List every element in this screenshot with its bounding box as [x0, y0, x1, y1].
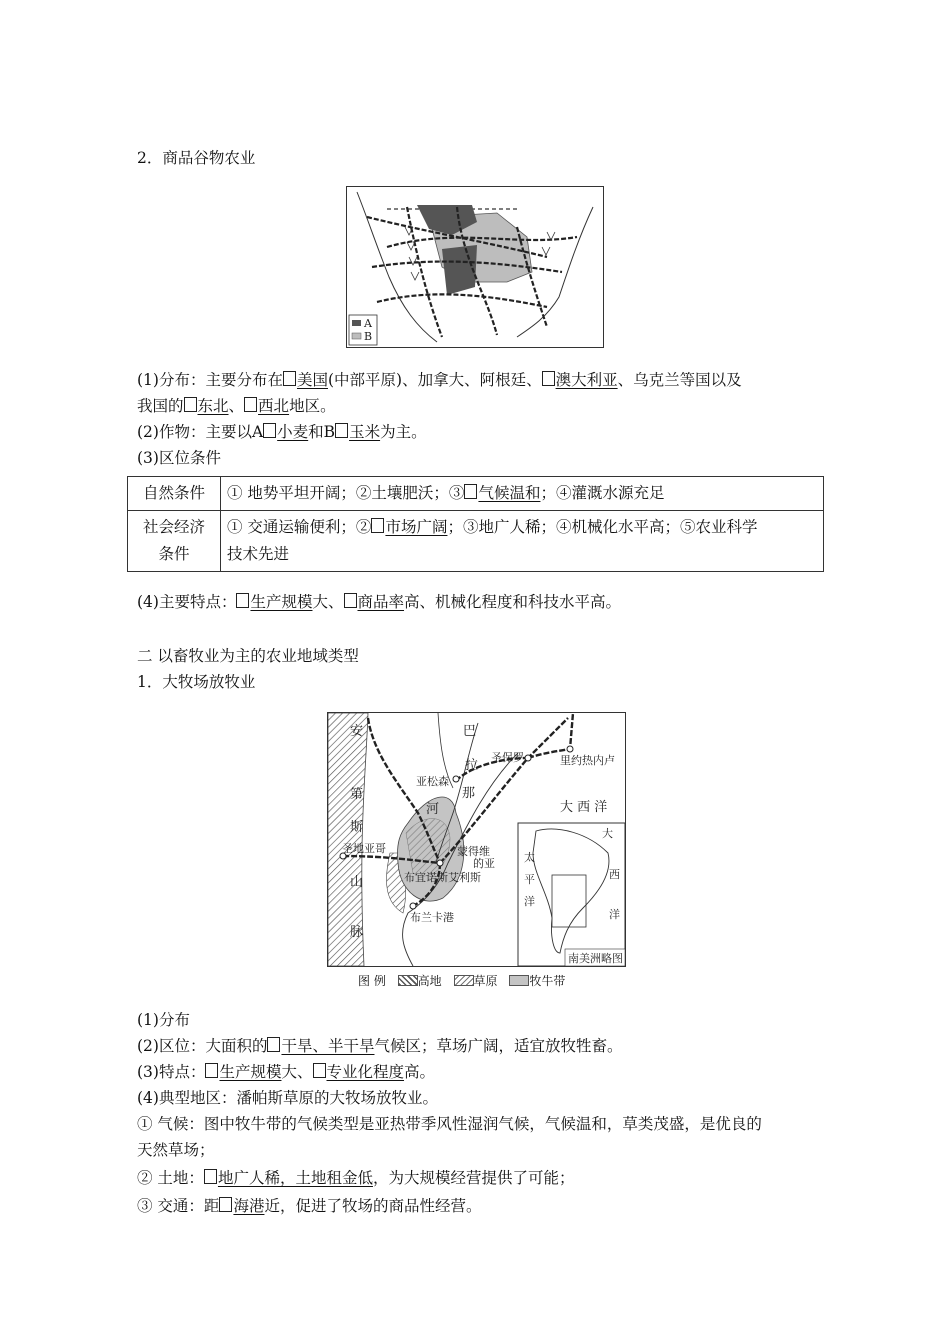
- label-la: 拉: [465, 758, 479, 773]
- para-distribution-2: 我国的 东北、 西北地区。: [137, 397, 336, 415]
- subheading-ranching: 1．大牧场放牧业: [137, 673, 256, 691]
- legend-swatch-cattle: [509, 975, 529, 986]
- label-montevideo-1: 蒙得维: [457, 845, 490, 858]
- inset-pac-3: 洋: [524, 895, 535, 908]
- row-natural-content: ① 地势平坦开阔；②土壤肥沃；③ 气候温和；④灌溉水源充足: [221, 477, 824, 511]
- ranch-map-svg: [328, 713, 625, 966]
- label-shan: 山: [350, 875, 364, 890]
- inset-pac-2: 平: [524, 873, 535, 886]
- para-transport: ③ 交通：距 海港近，促进了牧场的商品性经营。: [137, 1197, 482, 1215]
- label-di: 第: [350, 787, 364, 802]
- location-conditions-table: [127, 476, 824, 572]
- legend-label-b: B: [364, 330, 373, 343]
- para-location-q2: (2)区位：大面积的 干旱、半干旱气候区；草场广阔，适宜放牧牲畜。: [137, 1037, 623, 1055]
- para-features: (4)主要特点： 生产规模大、 商品率高、机械化程度和科技水平高。: [137, 593, 622, 611]
- label-bahia-blanca: 布兰卡港: [410, 911, 454, 924]
- legend-swatch-grassland: [454, 975, 474, 986]
- label-an: 安: [350, 724, 364, 739]
- para-typical-area: (4)典型地区：潘帕斯草原的大牧场放牧业。: [137, 1089, 438, 1107]
- para-distribution-q1: (1)分布: [137, 1011, 190, 1029]
- legend-swatch-highland: [398, 975, 418, 986]
- para-crops: (2)作物：主要以A 小麦和B 玉米为主。: [137, 423, 427, 441]
- answer-northeast: 东北: [197, 397, 229, 415]
- label-asuncion: 亚松森: [416, 775, 449, 788]
- answer-usa: 美国: [296, 371, 328, 389]
- para-location-heading: (3)区位条件: [137, 449, 221, 467]
- label-buenos-aires: 布宜诺斯艾利斯: [404, 871, 481, 884]
- label-sao-paulo: 圣保罗: [491, 751, 524, 764]
- inset-caption: 南美洲略图: [568, 952, 623, 965]
- answer-wheat: 小麦: [277, 423, 309, 441]
- legend-label-a: A: [364, 317, 372, 330]
- label-ba: 巴: [463, 724, 477, 739]
- label-na: 那: [462, 786, 476, 801]
- label-si: 斯: [350, 820, 364, 835]
- north-america-grain-map: [346, 186, 604, 348]
- section-heading-livestock: 二 以畜牧业为主的农业地域类型: [137, 647, 359, 665]
- para-distribution-1: (1)分布：主要分布在 美国(中部平原)、加拿大、阿根廷、 澳大利亚、乌克兰等国以及: [137, 371, 742, 389]
- para-climate-2: 天然草场；: [137, 1141, 215, 1159]
- row-head-social: 社会经济 条件: [128, 511, 221, 572]
- table-row: [128, 477, 824, 511]
- inset-atl-3: 洋: [609, 908, 620, 921]
- para-land: ② 土地： 地广人稀，土地租金低，为大规模经营提供了可能；: [137, 1169, 575, 1187]
- answer-northwest: 西北: [258, 397, 290, 415]
- answer-australia: 澳大利亚: [555, 371, 618, 389]
- inset-atl-1: 大: [602, 827, 613, 840]
- ranch-map-legend: 图 例 高地 草原 牧牛带: [358, 974, 566, 988]
- label-mai: 脉: [350, 925, 364, 940]
- label-santiago: 圣地亚哥: [342, 842, 386, 855]
- para-features-q3: (3)特点： 生产规模大、 专业化程度高。: [137, 1063, 436, 1081]
- section-heading-grain: 2．商品谷物农业: [137, 149, 256, 167]
- label-atlantic: 大 西 洋: [560, 800, 608, 815]
- inset-pac-1: 太: [524, 851, 535, 864]
- label-rio: 里约热内卢: [560, 754, 615, 767]
- label-montevideo-2: 的亚: [473, 857, 495, 870]
- table-row: [128, 511, 824, 572]
- row-social-content: ① 交通运输便利；② 市场广阔；③地广人稀；④机械化水平高；⑤农业科学 技术先进: [221, 511, 824, 572]
- row-head-natural: 自然条件: [128, 477, 221, 511]
- grain-map-svg: [347, 187, 603, 347]
- label-he: 河: [426, 802, 440, 817]
- south-america-ranch-map: [327, 712, 626, 967]
- answer-corn: 玉米: [349, 423, 381, 441]
- para-climate-1: ① 气候：图中牧牛带的气候类型是亚热带季风性湿润气候，气候温和，草类茂盛，是优良的: [137, 1115, 762, 1133]
- inset-atl-2: 西: [609, 868, 620, 881]
